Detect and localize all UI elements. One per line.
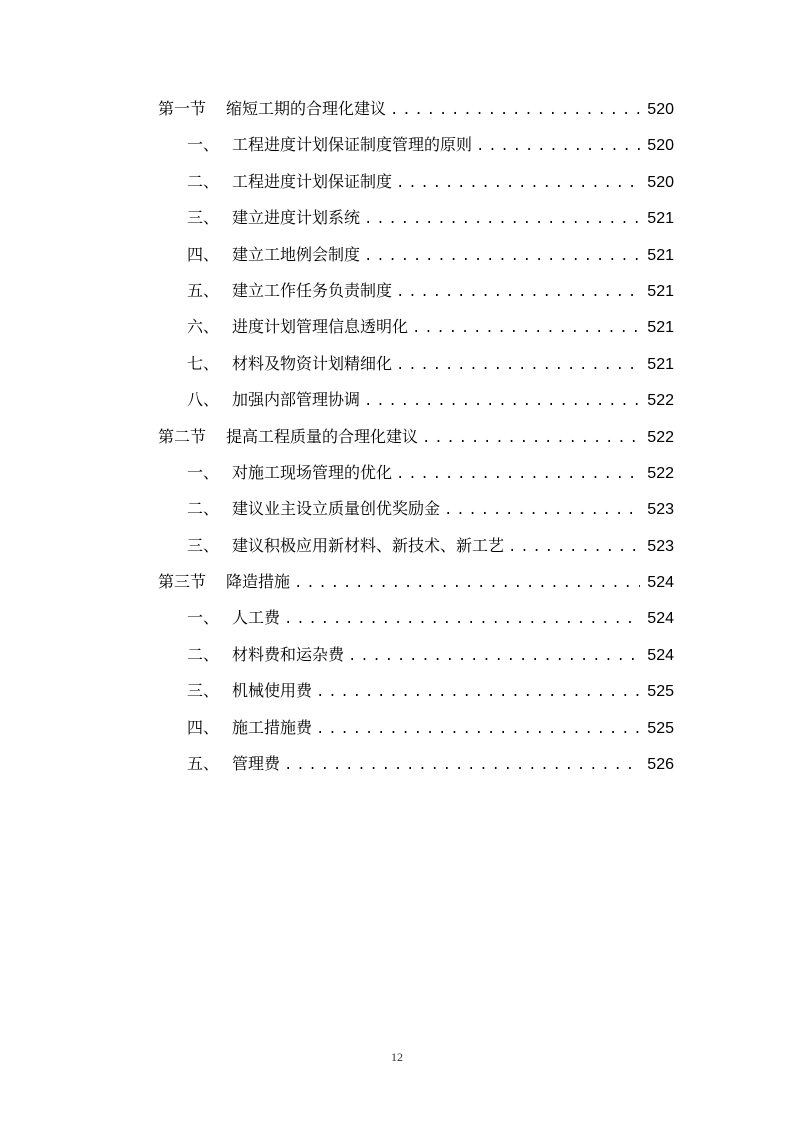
dot-leader	[316, 712, 640, 748]
toc-entry-section-1[interactable]	[158, 91, 674, 127]
toc-entry-title: 管理费	[232, 754, 281, 774]
toc-entry-title: 材料费和运杂费	[232, 644, 345, 664]
toc-entry-page: 520	[647, 137, 674, 155]
dot-leader	[390, 93, 640, 129]
toc-entry-title: 缩短工期的合理化建议	[226, 99, 387, 118]
toc-entry-page: 521	[647, 319, 674, 337]
toc-entry-title: 建议业主设立质量创优奖励金	[232, 499, 441, 519]
toc-entry-item[interactable]	[158, 127, 674, 163]
dot-leader	[444, 493, 640, 529]
toc-entry-title: 机械使用费	[232, 681, 313, 701]
toc-entry-page: 525	[647, 683, 674, 701]
toc-entry-prefix: 一、	[187, 462, 220, 482]
toc-entry-page: 525	[647, 719, 674, 737]
toc-entry-title: 建议积极应用新材料、新技术、新工艺	[232, 535, 505, 555]
toc-entry-item[interactable]	[158, 746, 674, 782]
toc-entry-prefix: 第一节	[158, 99, 207, 118]
toc-entry-title: 对施工现场管理的优化	[232, 462, 393, 482]
toc-entry-prefix: 二、	[187, 171, 220, 191]
dot-leader	[396, 275, 640, 311]
toc-entry-prefix: 三、	[187, 535, 220, 555]
toc-entry-page: 524	[647, 610, 674, 628]
toc-entry-prefix: 八、	[187, 390, 220, 410]
toc-entry-page: 520	[647, 173, 674, 191]
toc-entry-title: 加强内部管理协调	[232, 390, 361, 410]
toc-entry-item[interactable]	[158, 491, 674, 527]
toc-entry-page: 521	[647, 246, 674, 264]
dot-leader	[476, 129, 640, 165]
toc-entry-page: 520	[647, 101, 674, 118]
toc-entry-prefix: 一、	[187, 135, 220, 155]
toc-entry-title: 人工费	[232, 608, 281, 628]
toc-entry-page: 522	[647, 428, 674, 446]
toc-entry-title: 工程进度计划保证制度	[232, 171, 393, 191]
toc-entry-item[interactable]	[158, 200, 674, 236]
toc-entry-title: 施工措施费	[232, 717, 313, 737]
toc-entry-item[interactable]	[158, 237, 674, 273]
toc-entry-prefix: 第二节	[158, 426, 207, 446]
toc-entry-page: 522	[647, 464, 674, 482]
toc-entry-page: 521	[647, 355, 674, 373]
toc-entry-title: 进度计划管理信息透明化	[232, 317, 409, 337]
toc-entry-prefix: 五、	[187, 280, 220, 300]
toc-entry-item[interactable]	[158, 455, 674, 491]
dot-leader	[364, 202, 640, 238]
toc-entry-page: 523	[647, 537, 674, 555]
dot-leader	[294, 566, 640, 602]
toc-entry-page: 524	[647, 646, 674, 664]
dot-leader	[284, 602, 640, 638]
dot-leader	[412, 311, 640, 347]
toc-entry-title: 提高工程质量的合理化建议	[226, 426, 419, 446]
toc-entry-item[interactable]	[158, 382, 674, 418]
toc-entry-prefix: 六、	[187, 317, 220, 337]
toc-entry-page: 524	[647, 574, 674, 592]
toc-entry-item[interactable]	[158, 309, 674, 345]
toc-entry-prefix: 五、	[187, 754, 220, 774]
toc-entry-prefix: 四、	[187, 717, 220, 737]
toc-entry-page: 521	[647, 210, 674, 228]
toc-entry-page: 521	[647, 282, 674, 300]
dot-leader	[364, 384, 640, 420]
dot-leader	[364, 239, 640, 275]
dot-leader	[284, 748, 640, 784]
toc-entry-prefix: 四、	[187, 244, 220, 264]
toc-entry-title: 建立工作任务负责制度	[232, 280, 393, 300]
dot-leader	[508, 530, 640, 566]
toc-entry-prefix: 二、	[187, 499, 220, 519]
toc-entry-prefix: 二、	[187, 644, 220, 664]
toc-entry-page: 526	[647, 756, 674, 774]
toc-entry-item[interactable]	[158, 710, 674, 746]
toc-entry-item[interactable]	[158, 600, 674, 636]
toc-entry-title: 建立进度计划系统	[232, 208, 361, 228]
dot-leader	[396, 457, 640, 493]
dot-leader	[316, 675, 640, 711]
toc-entry-item[interactable]	[158, 637, 674, 673]
dot-leader	[422, 421, 640, 457]
toc-entry-title: 降造措施	[226, 572, 291, 592]
toc-entry-item[interactable]	[158, 273, 674, 309]
dot-leader	[348, 639, 640, 675]
toc-entry-page: 523	[647, 501, 674, 519]
table-of-contents	[158, 91, 674, 782]
toc-entry-section-3[interactable]	[158, 564, 674, 600]
toc-entry-item[interactable]	[158, 346, 674, 382]
toc-entry-page: 522	[647, 392, 674, 410]
toc-entry-prefix: 第三节	[158, 572, 207, 592]
toc-entry-prefix: 七、	[187, 353, 220, 373]
toc-entry-prefix: 三、	[187, 208, 220, 228]
dot-leader	[396, 166, 640, 202]
toc-entry-item[interactable]	[158, 673, 674, 709]
toc-entry-title: 材料及物资计划精细化	[232, 353, 393, 373]
toc-entry-prefix: 三、	[187, 681, 220, 701]
toc-entry-section-2[interactable]	[158, 419, 674, 455]
toc-entry-item[interactable]	[158, 164, 674, 200]
dot-leader	[396, 348, 640, 384]
toc-entry-title: 建立工地例会制度	[232, 244, 361, 264]
toc-entry-item[interactable]	[158, 528, 674, 564]
page-number: 12	[391, 1050, 403, 1064]
toc-entry-title: 工程进度计划保证制度管理的原则	[232, 135, 473, 155]
toc-entry-prefix: 一、	[187, 608, 220, 628]
